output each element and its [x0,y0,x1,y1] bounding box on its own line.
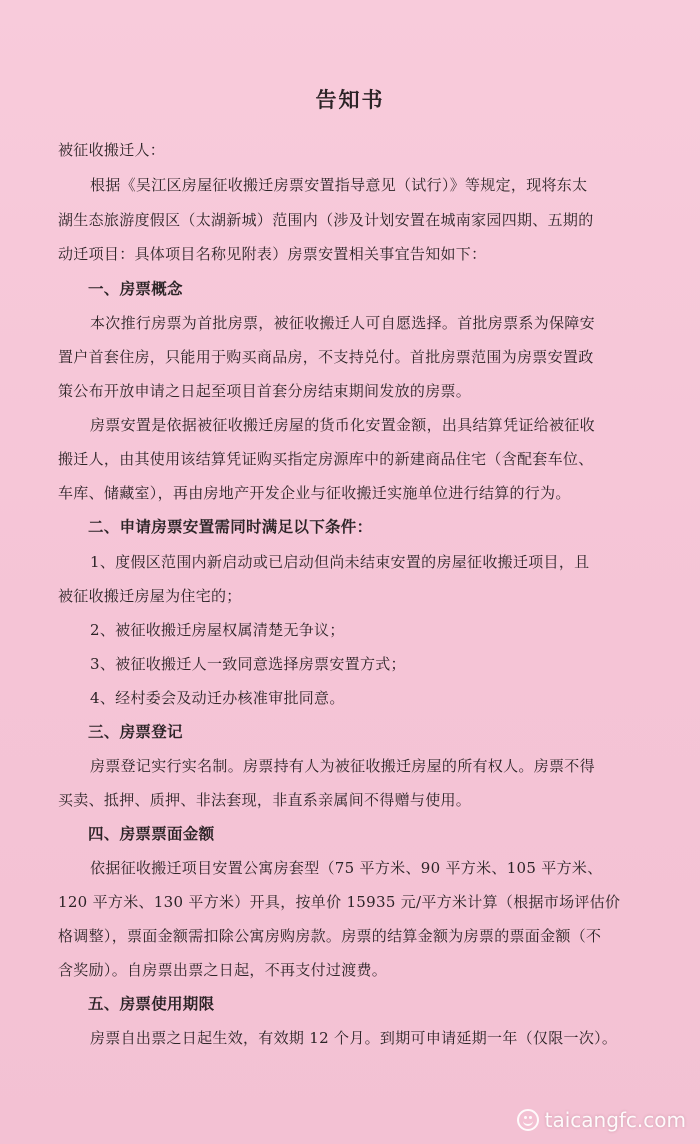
paragraph-line: 车库、储藏室），再由房地产开发企业与征收搬迁实施单位进行结算的行为。 [58,484,571,502]
paragraph-line: 格调整），票面金额需扣除公寓房购房款。房票的结算金额为房票的票面金额（不 [58,927,602,945]
section-heading: 二、申请房票安置需同时满足以下条件： [88,517,373,536]
section-heading: 四、房票票面金额 [88,824,215,843]
paragraph-line: 置户首套住房，只能用于购买商品房，不支持兑付。首批房票范围为房票安置政 [58,348,594,366]
paragraph-line: 搬迁人，由其使用该结算凭证购买指定房源库中的新建商品住宅（含配套车位、 [58,450,594,468]
watermark-text: taicangfc.com [544,1108,686,1132]
section-heading: 一、房票概念 [88,279,183,298]
paragraph-line: 湖生态旅游度假区（太湖新城）范围内（涉及计划安置在城南家园四期、五期的 [58,211,594,229]
paragraph-line: 依据征收搬迁项目安置公寓房套型（75 平方米、90 平方米、105 平方米、 [90,859,603,877]
paragraph-line: 含奖励）。自房票出票之日起，不再支付过渡费。 [58,961,388,979]
paragraph-line: 房票安置是依据被征收搬迁房屋的货币化安置金额，出具结算凭证给被征收 [90,416,595,434]
list-item-continuation: 被征收搬迁房屋为住宅的； [58,587,242,605]
paragraph-line: 房票登记实行实名制。房票持有人为被征收搬迁房屋的所有权人。房票不得 [90,757,595,775]
paragraph-line: 本次推行房票为首批房票，被征收搬迁人可自愿选择。首批房票系为保障安 [90,314,595,332]
section-heading: 五、房票使用期限 [88,994,215,1013]
list-item: 2、被征收搬迁房屋权属清楚无争议； [90,621,345,639]
paragraph-line: 120 平方米、130 平方米）开具，按单价 15935 元/平方米计算（根据市场评估价 [58,893,621,911]
list-item: 3、被征收搬迁人一致同意选择房票安置方式； [90,655,406,673]
site-watermark [517,1108,686,1132]
list-item: 4、经村委会及动迁办核准审批同意。 [90,689,345,707]
paragraph-line: 策公布开放申请之日起至项目首套分房结束期间发放的房票。 [58,382,472,400]
paragraph-line: 根据《吴江区房屋征收搬迁房票安置指导意见（试行）》等规定，现将东太 [90,176,588,194]
smiley-icon [517,1109,539,1131]
paragraph-line: 房票自出票之日起生效，有效期 12 个月。到期可申请延期一年（仅限一次）。 [90,1029,618,1047]
list-item: 1、度假区范围内新启动或已启动但尚未结束安置的房屋征收搬迁项目，且 [90,553,590,571]
document-title: 告知书 [315,87,385,112]
section-heading: 三、房票登记 [88,722,183,741]
paragraph-line: 动迁项目：具体项目名称见附表）房票安置相关事宜告知如下： [58,245,487,263]
salutation: 被征收搬迁人： [58,141,166,159]
paragraph-line: 买卖、抵押、质押、非法套现，非直系亲属间不得赠与使用。 [58,791,472,809]
